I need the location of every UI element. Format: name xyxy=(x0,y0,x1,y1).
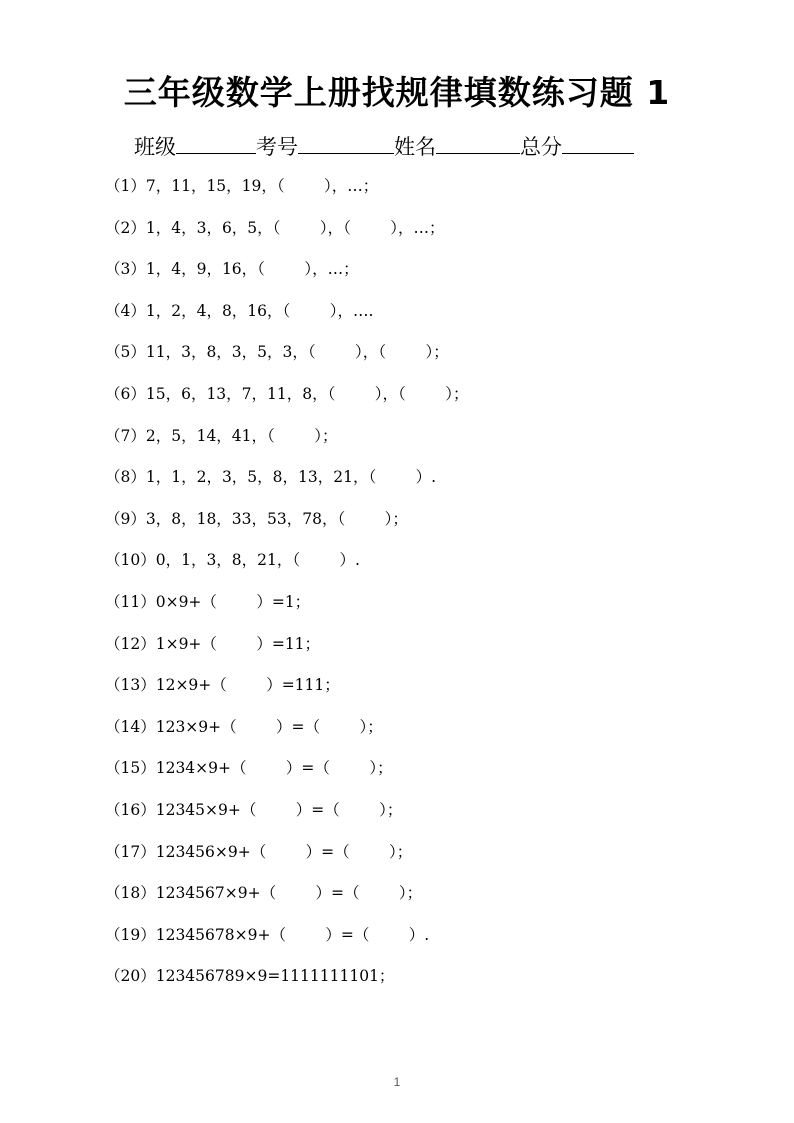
name-label: 姓名 xyxy=(394,135,436,159)
problem-item: （12）1×9+（ ）=11； xyxy=(105,634,321,653)
problem-item: （11）0×9+（ ）=1； xyxy=(105,592,311,611)
problem-item: （18）1234567×9+（ ）=（ ）； xyxy=(105,884,423,903)
problem-item: （13）12×9+（ ）=111； xyxy=(105,676,340,695)
problem-item: （8）1，1，2，3，5，8，13，21，（ ）. xyxy=(105,468,437,487)
problem-item: （2）1，4，3，6，5，（ ），（ ），…； xyxy=(105,218,445,237)
problem-item: （6）15，6，13，7，11，8，（ ），（ ）； xyxy=(105,384,469,403)
class-blank[interactable] xyxy=(176,131,256,154)
problem-item: （9）3，8，18，33，53，78，（ ）； xyxy=(105,509,408,528)
student-info-line xyxy=(134,131,634,162)
exam-number-label: 考号 xyxy=(256,135,298,159)
problem-item: （16）12345×9+（ ）=（ ）； xyxy=(105,800,403,819)
problem-item: （5）11，3，8，3，5，3，（ ），（ ）； xyxy=(105,343,449,362)
problem-item: （17）123456×9+（ ）=（ ）； xyxy=(105,842,413,861)
problem-item: （1）7，11，15，19，（ ），…； xyxy=(105,177,379,195)
exam-number-blank[interactable] xyxy=(298,131,394,154)
problem-item: （19）12345678×9+（ ）=（ ）. xyxy=(105,925,430,944)
name-blank[interactable] xyxy=(436,131,520,154)
problem-item: （7）2，5，14，41，（ ）； xyxy=(105,426,338,445)
problem-item: （4）1，2，4，8，16，（ ），…. xyxy=(105,301,374,320)
problem-list xyxy=(105,171,468,1003)
page-number: 1 xyxy=(393,1075,401,1089)
problem-item: （10）0，1，3，8，21，（ ）. xyxy=(105,551,360,570)
total-score-blank[interactable] xyxy=(562,131,634,154)
problem-item: （3）1，4，9，16，（ ），…； xyxy=(105,260,359,279)
problem-item: （20）123456789×9=1111111101； xyxy=(105,967,395,986)
problem-item: （14）123×9+（ ）=（ ）； xyxy=(105,717,383,736)
class-label: 班级 xyxy=(134,135,176,159)
total-score-label: 总分 xyxy=(520,135,562,159)
page-title: 三年级数学上册找规律填数练习题 1 xyxy=(123,73,671,112)
problem-item: （15）1234×9+（ ）=（ ）； xyxy=(105,759,393,778)
